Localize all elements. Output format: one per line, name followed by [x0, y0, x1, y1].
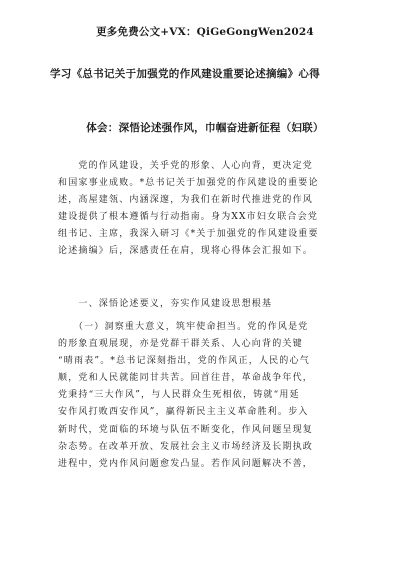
text-line: （一）洞察重大意义，筑牢使命担当。党的作风是党 [58, 322, 309, 332]
text-line: 杂态势。在改革开放、发展社会主义市场经济及长期执政 [58, 441, 314, 452]
text-line: 安作风打败西安作风”，赢得新民主主义革命胜利。步入 [58, 407, 309, 418]
document-title-line-2: 体会：深悟论述强作风，巾帼奋进新征程（妇联） [86, 122, 324, 134]
text-line: 述，高屋建瓴、内涵深邃，为我们在新时代推进党的作风 [58, 195, 314, 206]
text-line: 的形象直观展现，亦是党群干群关系、人心向背的关键 [58, 339, 303, 350]
document-title-line-1: 学习《总书记关于加强党的作风建设重要论述摘编》心得 [50, 68, 320, 80]
text-line: 和国家事业成败。*总书记关于加强党的作风建设的重要论 [58, 178, 319, 189]
body-paragraph-significance [58, 319, 358, 473]
body-paragraph-intro [58, 158, 358, 261]
watermark-header: 更多免费公文+VX：QiGeGongWen2024 [96, 26, 314, 38]
text-line: 论述摘编》后，深感责任在肩，现将心得体会汇报如下。 [58, 246, 314, 257]
text-line: 一、深悟论述要义，夯实作风建设思想根基 [58, 299, 273, 309]
text-line: 顺，党和人民就能同甘共苦。回首往昔，革命战争年代， [58, 373, 314, 384]
text-line: 建设提供了根本遵循与行动指南。身为XX市妇女联合会党 [58, 212, 319, 223]
text-line: 组书记、主席，我深入研习《*关于加强党的作风建设重要 [58, 229, 319, 240]
text-line: 党秉持“三大作风”，与人民群众生死相依，铸就“用延 [58, 390, 300, 401]
text-line: 党的作风建设，关乎党的形象、人心向背，更决定党 [58, 161, 314, 171]
text-line: 进程中，党内作风问题愈发凸显。若作风问题解决不善， [58, 458, 314, 469]
text-line: “晴雨表”。*总书记深刻指出，党的作风正，人民的心气 [58, 356, 310, 367]
section-heading [58, 296, 358, 313]
text-line: 新时代，党面临的环境与队伍不断变化，作风问题呈现复 [58, 424, 314, 435]
